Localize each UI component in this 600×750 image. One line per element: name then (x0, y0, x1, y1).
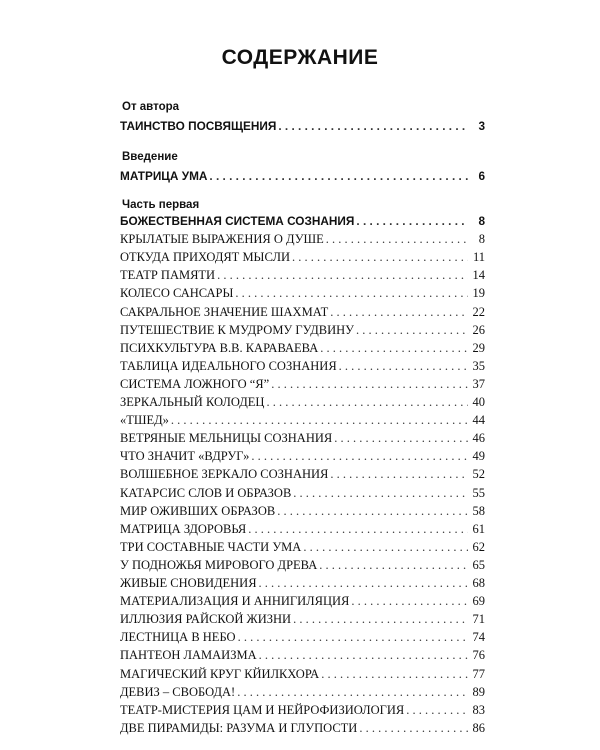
toc-entry-page: 61 (472, 521, 485, 536)
toc-entry-page: 74 (472, 630, 485, 645)
toc-entry-title: ПСИХКУЛЬТУРА В.В. КАРАВАЕВА (120, 340, 319, 355)
toc-entry[interactable] (120, 267, 485, 284)
toc-entry-title: КОЛЕСО САНСАРЫ (120, 286, 234, 301)
dot-leader (351, 593, 468, 610)
dot-leader (359, 720, 468, 737)
toc-entry-page: 35 (472, 358, 485, 373)
toc-entry[interactable] (120, 118, 485, 135)
toc-entry[interactable] (120, 575, 485, 592)
toc-entry[interactable] (120, 168, 485, 185)
toc-entry-title: ТЕАТР ПАМЯТИ (120, 268, 216, 283)
dot-leader (171, 412, 468, 429)
toc-entry-page: 44 (472, 413, 485, 428)
toc-entry-title: САКРАЛЬНОЕ ЗНАЧЕНИЕ ШАХМАТ (120, 304, 329, 319)
toc-entry[interactable] (120, 358, 485, 375)
dot-leader (356, 322, 468, 339)
toc-entry-title: ЖИВЫЕ СНОВИДЕНИЯ (120, 576, 257, 590)
toc-entry[interactable] (120, 521, 485, 538)
dot-leader (237, 684, 468, 701)
toc-entry-title: ПУТЕШЕСТВИЕ К МУДРОМУ ГУДВИНУ (120, 322, 354, 337)
section-label-from-author: От автора (122, 101, 180, 113)
dot-leader (217, 267, 468, 284)
toc-entry[interactable] (120, 647, 485, 664)
toc-entry-page: 14 (472, 268, 485, 283)
toc-entry-title: ЧТО ЗНАЧИТ «ВДРУГ» (120, 449, 250, 464)
toc-entry-title: ЗЕРКАЛЬНЫЙ КОЛОДЕЦ (120, 395, 265, 409)
toc-entry[interactable] (120, 322, 485, 339)
dot-leader (319, 557, 468, 574)
dot-leader (321, 666, 468, 683)
toc-entry[interactable] (120, 340, 485, 357)
dot-leader (320, 340, 468, 357)
toc-entry[interactable] (120, 412, 485, 429)
toc-entry[interactable] (120, 629, 485, 646)
toc-entry-page: 40 (472, 395, 485, 409)
toc-entry-title: БОЖЕСТВЕННАЯ СИСТЕМА СОЗНАНИЯ (120, 214, 355, 228)
toc-entry[interactable] (120, 593, 485, 610)
page-title: СОДЕРЖАНИЕ (221, 46, 379, 69)
toc-entry[interactable] (120, 304, 485, 321)
toc-entry[interactable] (120, 376, 485, 393)
dot-leader (278, 118, 468, 135)
toc-entry-page: 11 (472, 250, 485, 265)
toc-entry-title: ТАБЛИЦА ИДЕАЛЬНОГО СОЗНАНИЯ (120, 358, 337, 373)
toc-entry[interactable] (120, 539, 485, 556)
toc-entry[interactable] (120, 611, 485, 628)
toc-entry[interactable] (120, 430, 485, 447)
dot-leader (248, 521, 468, 538)
dot-leader (235, 285, 468, 302)
toc-entry-page: 8 (478, 232, 485, 247)
toc-entry-page: 69 (472, 594, 485, 609)
toc-entry-title: ВОЛШЕБНОЕ ЗЕРКАЛО СОЗНАНИЯ (120, 467, 329, 482)
toc-entry[interactable] (120, 485, 485, 502)
dot-leader (356, 213, 468, 230)
dot-leader (259, 647, 468, 664)
toc-entry-title: ТРИ СОСТАВНЫЕ ЧАСТИ УМА (120, 539, 302, 554)
toc-entry-page: 22 (472, 304, 485, 319)
dot-leader (334, 430, 468, 447)
dot-leader (339, 358, 468, 375)
toc-entry-title: КАТАРСИС СЛОВ И ОБРАЗОВ (120, 485, 292, 500)
toc-entry-title: ТАИНСТВО ПОСВЯЩЕНИЯ (120, 119, 277, 133)
toc-entry-title: МАТРИЦА ЗДОРОВЬЯ (120, 521, 247, 536)
toc-entry-page: 49 (472, 449, 485, 464)
toc-entry-page: 83 (472, 702, 485, 717)
toc-entry-title: ОТКУДА ПРИХОДЯТ МЫСЛИ (120, 250, 290, 265)
toc-entry[interactable] (120, 466, 485, 483)
dot-leader (259, 575, 468, 592)
toc-entry-page: 19 (472, 286, 485, 301)
dot-leader (303, 539, 468, 556)
toc-entry-page: 29 (472, 340, 485, 355)
toc-entry-title: ТЕАТР-МИСТЕРИЯ ЦАМ И НЕЙРОФИЗИОЛОГИЯ (120, 702, 405, 717)
toc-entry-page: 8 (478, 214, 485, 228)
dot-leader (209, 168, 468, 185)
toc-entry-title: ДЕВИЗ – СВОБОДА! (120, 684, 236, 699)
toc-entry-page: 37 (472, 376, 485, 391)
toc-entry-title: ДВЕ ПИРАМИДЫ: РАЗУМА И ГЛУПОСТИ (120, 720, 358, 735)
dot-leader (293, 611, 468, 628)
toc-entry-page: 55 (472, 485, 485, 500)
dot-leader (293, 485, 468, 502)
toc-entry-page: 76 (472, 648, 485, 663)
toc-entry[interactable] (120, 213, 485, 230)
toc-entry-page: 46 (472, 431, 485, 446)
dot-leader (271, 376, 468, 393)
toc-entry-page: 65 (472, 557, 485, 572)
toc-entry-title: «ТШЕД» (120, 413, 169, 428)
toc-entry-title: МАТРИЦА УМА (120, 169, 208, 183)
toc-entry-title: ИЛЛЮЗИЯ РАЙСКОЙ ЖИЗНИ (120, 612, 292, 627)
toc-entry-page: 26 (472, 322, 485, 337)
toc-entry[interactable] (120, 666, 485, 683)
toc-entry-title: КРЫЛАТЫЕ ВЫРАЖЕНИЯ О ДУШЕ (120, 232, 324, 247)
toc-entry-page: 68 (472, 576, 485, 590)
dot-leader (292, 249, 468, 266)
toc-entry[interactable] (120, 503, 485, 520)
section-label-part-one: Часть первая (122, 199, 200, 211)
toc-entry-page: 52 (472, 467, 485, 482)
toc-entry-title: ВЕТРЯНЫЕ МЕЛЬНИЦЫ СОЗНАНИЯ (120, 431, 333, 446)
toc-entry-title: МАТЕРИАЛИЗАЦИЯ И АННИГИЛЯЦИЯ (120, 594, 350, 609)
toc-entry[interactable] (120, 448, 485, 465)
toc-entry[interactable] (120, 557, 485, 574)
toc-entry-title: У ПОДНОЖЬЯ МИРОВОГО ДРЕВА (120, 557, 318, 572)
toc-entry-title: МАГИЧЕСКИЙ КРУГ КЙИЛКХОРА (120, 666, 320, 681)
dot-leader (251, 448, 468, 465)
toc-entry-page: 89 (472, 684, 485, 699)
toc-entry[interactable] (120, 249, 485, 266)
section-label-introduction: Введение (122, 151, 178, 163)
toc-entry[interactable] (120, 684, 485, 701)
toc-entry-page: 86 (472, 720, 485, 735)
toc-entry[interactable] (120, 285, 485, 302)
toc-entry[interactable] (120, 394, 485, 411)
dot-leader (277, 503, 468, 520)
toc-entry[interactable] (120, 720, 485, 737)
toc-entry-title: СИСТЕМА ЛОЖНОГО “Я” (120, 376, 270, 391)
dot-leader (406, 702, 468, 719)
toc-entry-page: 3 (478, 119, 485, 133)
toc-entry-page: 6 (478, 169, 485, 183)
toc-entry-page: 71 (472, 612, 485, 627)
dot-leader (238, 629, 468, 646)
dot-leader (330, 304, 468, 321)
toc-entry-title: ПАНТЕОН ЛАМАИЗМА (120, 648, 257, 663)
toc-entry-page: 77 (472, 666, 485, 681)
toc-entry-page: 58 (472, 503, 485, 518)
toc-entry[interactable] (120, 702, 485, 719)
dot-leader (326, 231, 468, 248)
toc-entry[interactable] (120, 231, 485, 248)
toc-entry-title: МИР ОЖИВШИХ ОБРАЗОВ (120, 503, 276, 518)
toc-entry-page: 62 (472, 539, 485, 554)
toc-entry-title: ЛЕСТНИЦА В НЕБО (120, 630, 236, 645)
dot-leader (266, 394, 468, 411)
dot-leader (330, 466, 468, 483)
